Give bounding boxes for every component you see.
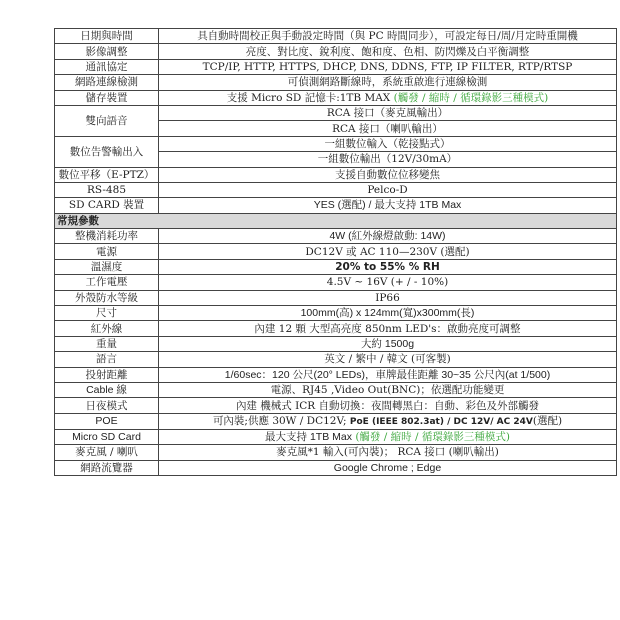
- table-row: [55, 198, 617, 213]
- spec-value: TCP/IP, HTTP, HTTPS, DHCP, DNS, DDNS, FTP, IP FILTER, RTP/RTSP: [159, 59, 617, 74]
- spec-key: 麥克風 / 喇叭: [55, 445, 159, 460]
- spec-key: 電源: [55, 244, 159, 259]
- spec-value: [159, 429, 617, 444]
- spec-key: 溫濕度: [55, 259, 159, 274]
- table-row: [55, 336, 617, 351]
- spec-key: 外殼防水等級: [55, 290, 159, 305]
- table-row: [55, 306, 617, 321]
- spec-key: 網路連線檢測: [55, 75, 159, 90]
- table-row: [55, 413, 617, 429]
- spec-value: 可偵測網路斷線時，系統重啟進行連線檢測: [159, 75, 617, 90]
- spec-value: Google Chrome ; Edge: [159, 460, 617, 475]
- spec-value-text: 支援 Micro SD 記憶卡:1TB MAX: [226, 91, 391, 104]
- spec-value: 具自動時間校正與手動設定時間（與 PC 時間同步），可設定每日/周/月定時重開機: [159, 29, 617, 44]
- spec-value: 支援自動數位位移變焦: [159, 167, 617, 182]
- table-row: [55, 59, 617, 74]
- spec-value: 內建 機械式 ICR 自動切換：夜間轉黑白：自動、彩色及外部觸發: [159, 398, 617, 413]
- spec-key: Cable 線: [55, 382, 159, 397]
- spec-value: 亮度、對比度、銳利度、飽和度、色相、防閃爍及白平衡調整: [159, 44, 617, 59]
- spec-value: 麥克風*1 輸入(可內裝)； RCA 接口 (喇叭輸出): [159, 445, 617, 460]
- table-row: [55, 290, 617, 305]
- spec-key: 日夜模式: [55, 398, 159, 413]
- table-row: [55, 90, 617, 105]
- table-row: [55, 398, 617, 413]
- spec-key: 整機消耗功率: [55, 229, 159, 244]
- spec-sheet: [54, 28, 617, 476]
- spec-value: 電源、RJ45 ,Video Out(BNC)；依選配功能變更: [159, 382, 617, 397]
- spec-value-text: 可內裝;供應 30W / DC12V;: [212, 414, 350, 427]
- table-row: [55, 29, 617, 44]
- mode-note: (觸發 / 縮時 / 循環錄影三種模式): [355, 430, 510, 443]
- table-row: [55, 321, 617, 336]
- spec-key: 數位平移（E-PTZ）: [55, 167, 159, 182]
- spec-key: SD CARD 裝置: [55, 198, 159, 213]
- spec-key: 日期與時間: [55, 29, 159, 44]
- table-row: [55, 75, 617, 90]
- spec-key: 工作電壓: [55, 275, 159, 290]
- table-row: [55, 352, 617, 367]
- table-row: [55, 244, 617, 259]
- spec-value: 內建 12 顆 大型高亮度 850nm LED's：啟動亮度可調整: [159, 321, 617, 336]
- spec-value: 英文 / 繁中 / 韓文 (可客製): [159, 352, 617, 367]
- spec-value: 一組數位輸出（12V/30mA）: [159, 152, 617, 167]
- spec-key: 數位告警輸出入: [55, 136, 159, 167]
- spec-value: 一組數位輸入（乾接點式）: [159, 136, 617, 151]
- table-row: [55, 445, 617, 460]
- spec-value: YES (選配) / 最大支持 1TB Max: [159, 198, 617, 213]
- table-row: [55, 382, 617, 397]
- spec-key: 網路流覽器: [55, 460, 159, 475]
- spec-value: 1/60sec：120 公尺(20° LEDs)，車牌最佳距離 30~35 公尺內(at 1/500): [159, 367, 617, 382]
- spec-value-text: 最大支持 1TB Max: [265, 430, 352, 443]
- spec-value: IP66: [159, 290, 617, 305]
- spec-value: RCA 接口（麥克風輸出）: [159, 105, 617, 120]
- table-row: [55, 182, 617, 197]
- spec-value: 20% to 55% % RH: [159, 259, 617, 274]
- table-row: [55, 167, 617, 182]
- spec-value: [159, 413, 617, 429]
- spec-value: DC12V 或 AC 110—230V (選配): [159, 244, 617, 259]
- spec-key: RS-485: [55, 182, 159, 197]
- table-row: [55, 367, 617, 382]
- spec-key: 語言: [55, 352, 159, 367]
- spec-value: [159, 90, 617, 105]
- spec-key: 影像調整: [55, 44, 159, 59]
- table-row: [55, 136, 617, 151]
- spec-value: 100mm(高) x 124mm(寬)x300mm(長): [159, 306, 617, 321]
- mode-note: (觸發 / 縮時 / 循環錄影三種模式): [393, 91, 549, 104]
- spec-key: 尺寸: [55, 306, 159, 321]
- poe-standard: PoE (IEEE 802.3at) / DC 12V/ AC 24V: [349, 416, 533, 427]
- spec-value-suffix: (選配): [532, 414, 563, 427]
- spec-key: 紅外線: [55, 321, 159, 336]
- spec-key: 雙向語音: [55, 105, 159, 136]
- table-row: [55, 44, 617, 59]
- spec-key: 儲存裝置: [55, 90, 159, 105]
- spec-key: 重量: [55, 336, 159, 351]
- table-row: [55, 259, 617, 274]
- spec-value: 大約 1500g: [159, 336, 617, 351]
- table-row: [55, 429, 617, 444]
- spec-value: 4.5V ~ 16V (+ / - 10%): [159, 275, 617, 290]
- spec-value: 4W (紅外線燈啟動: 14W): [159, 229, 617, 244]
- table-row: [55, 105, 617, 120]
- table-row: [55, 275, 617, 290]
- spec-key: 通訊協定: [55, 59, 159, 74]
- spec-value: RCA 接口（喇叭輸出）: [159, 121, 617, 136]
- spec-table: [54, 28, 617, 476]
- spec-key: 投射距離: [55, 367, 159, 382]
- table-row: [55, 229, 617, 244]
- section-title: 常規參數: [55, 213, 617, 228]
- section-header-row: [55, 213, 617, 228]
- table-row: [55, 460, 617, 475]
- spec-value: Pelco-D: [159, 182, 617, 197]
- spec-key: POE: [55, 413, 159, 429]
- spec-key: Micro SD Card: [55, 429, 159, 444]
